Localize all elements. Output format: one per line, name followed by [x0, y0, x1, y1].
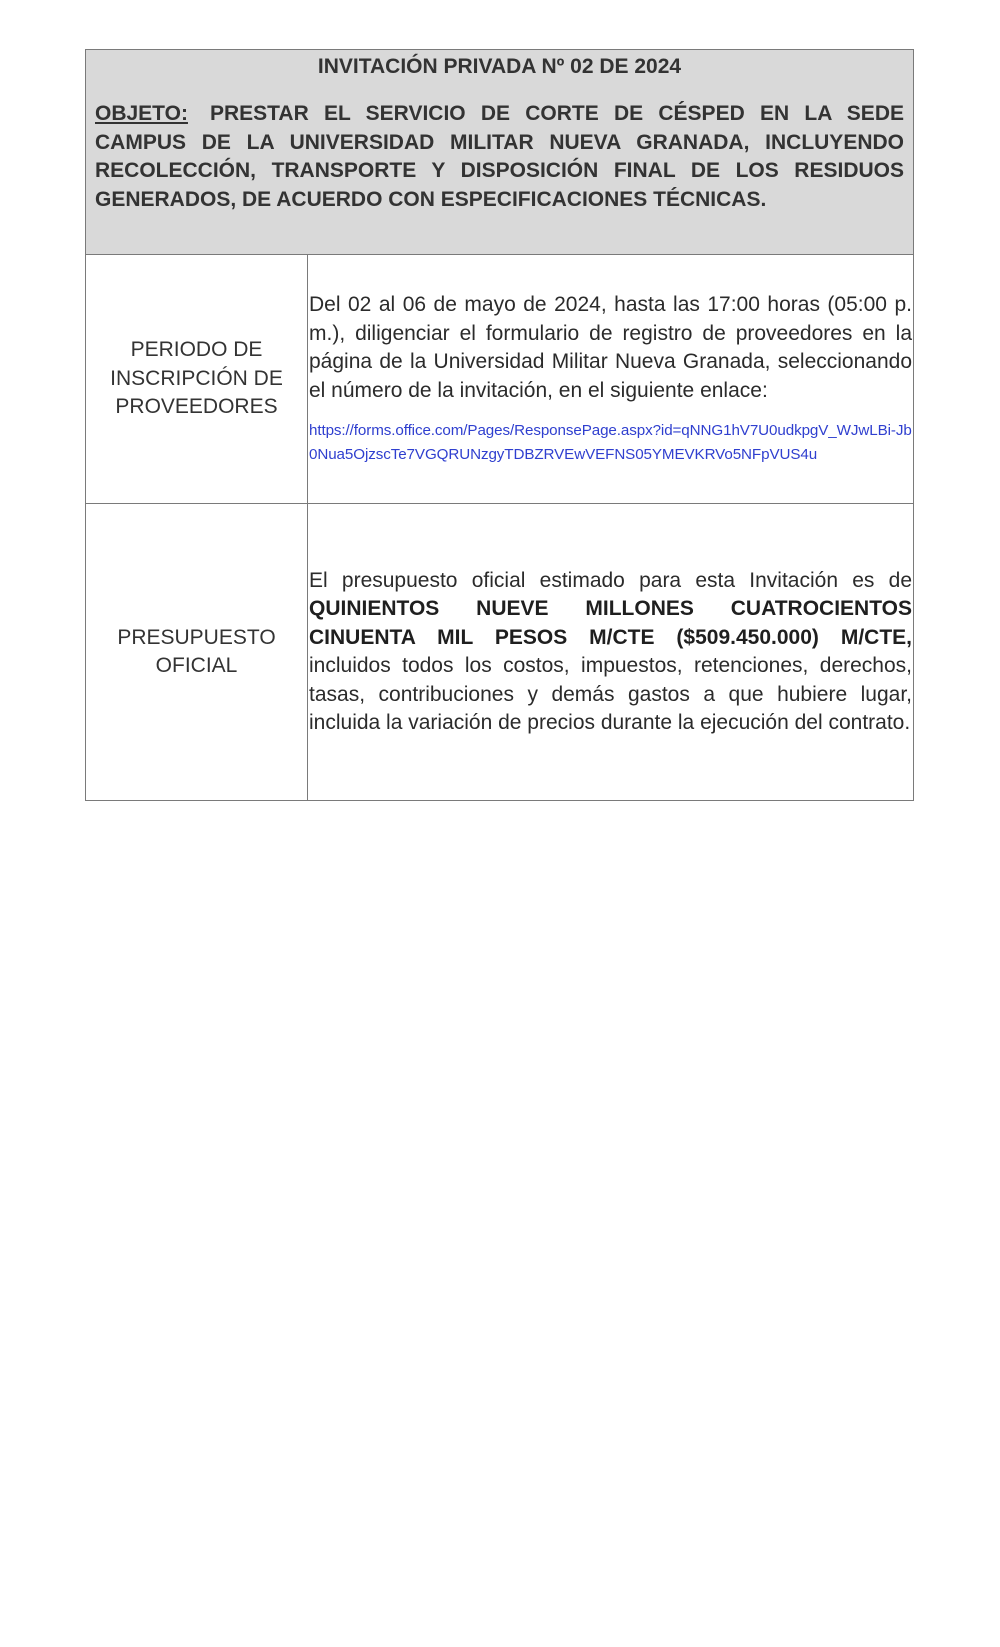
objeto-label: OBJETO: [95, 102, 188, 125]
objeto-text: PRESTAR EL SERVICIO DE CORTE DE CÉSPED EN LA SEDE CAMPUS DE LA UNIVERSIDAD MILITAR NUEVA GRANADA, INCLUYENDO RECOLECCIÓN, TRANSPORTE Y DISPOSICIÓN FINAL DE LOS RESIDUOS GENERADOS, DE ACUERDO CON ESPECIFICACIONES TÉCNICAS. [95, 102, 904, 211]
objeto-paragraph [95, 100, 904, 214]
presupuesto-paragraph [309, 567, 912, 738]
presupuesto-label: PRESUPUESTO OFICIAL [86, 504, 308, 801]
table-row-presupuesto [86, 504, 914, 801]
presupuesto-amount: QUINIENTOS NUEVE MILLONES CUATROCIENTOS CINUENTA MIL PESOS M/CTE ($509.450.000) M/CTE, [309, 597, 912, 649]
inscripcion-text: Del 02 al 06 de mayo de 2024, hasta las 17:00 horas (05:00 p. m.), diligenciar el formulario de registro de proveedores en la página de la Universidad Militar Nueva Granada, seleccionando el número de la invitación, en el siguiente enlace: [309, 293, 912, 402]
inscripcion-label: PERIODO DE INSCRIPCIÓN DE PROVEEDORES [86, 255, 308, 504]
invitation-table [85, 49, 914, 801]
registration-form-link[interactable]: https://forms.office.com/Pages/ResponsePage.aspx?id=qNNG1hV7U0udkpgV_WJwLBi-Jb0Nua5OjzscTe7VGQRUNzgyTDBZRVEwVEFNS05YMEVKRVo5NFpVUS4u [309, 422, 912, 463]
inscripcion-value [308, 255, 914, 504]
presupuesto-value [308, 504, 914, 801]
table-row-inscripcion [86, 255, 914, 504]
presupuesto-rest: incluidos todos los costos, impuestos, retenciones, derechos, tasas, contribuciones y demás gastos a que hubiere lugar, incluida la variación de precios durante la ejecución del contrato. [309, 654, 912, 734]
presupuesto-intro: El presupuesto oficial estimado para esta Invitación es de [309, 568, 912, 592]
header-cell [86, 50, 914, 255]
header-row [86, 50, 914, 255]
invitation-title: INVITACIÓN PRIVADA Nº 02 DE 2024 [317, 55, 682, 78]
